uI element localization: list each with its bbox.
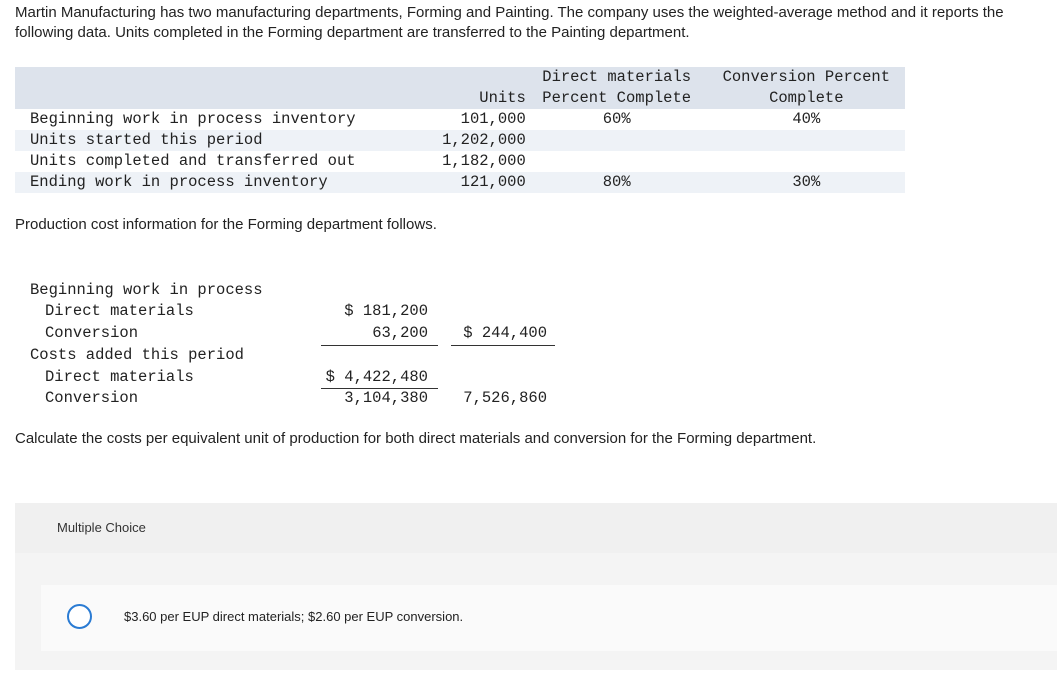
choice-option[interactable] [41, 585, 1057, 651]
header-dm-line2: Percent Complete [526, 88, 708, 109]
beginning-total: $ 244,400 [463, 324, 547, 342]
units-table-header-row-2 [15, 88, 905, 109]
units-table-header-row-1 [15, 67, 905, 88]
beginning-subtotal-underline [321, 345, 438, 346]
row-label: Units completed and transferred out [30, 152, 356, 170]
radio-button-icon[interactable] [67, 604, 92, 629]
table-row [15, 172, 905, 193]
costs-added-label: Costs added this period [30, 346, 244, 364]
question-prompt: Martin Manufacturing has two manufacturing departments, Forming and Painting. The company uses the weighted-average method and it reports the following data. Units completed in the Forming department are transferred to the Painting department. [15, 4, 1004, 41]
header-cv-line2: Complete [708, 88, 905, 109]
question-text: Calculate the costs per equivalent unit of production for both direct materials and conversion for the Forming department. [15, 430, 817, 447]
row-dm-percent [526, 130, 708, 151]
header-cv-line1: Conversion Percent [708, 67, 905, 88]
cost-intro-text: Production cost information for the Forming department follows. [15, 216, 437, 233]
added-subtotal-overline [321, 388, 438, 389]
units-table [15, 67, 905, 193]
row-units: 121,000 [418, 172, 526, 193]
row-dm-percent: 60% [602, 110, 631, 128]
added-total: 7,526,860 [463, 389, 547, 407]
row-dm-percent [526, 151, 708, 172]
header-units: Units [418, 88, 526, 109]
row-units: 101,000 [460, 110, 526, 128]
multiple-choice-options [15, 553, 1057, 670]
choice-option-text: $3.60 per EUP direct materials; $2.60 per EUP conversion. [124, 609, 464, 624]
beginning-dm-label: Direct materials [45, 302, 194, 320]
table-row [15, 130, 905, 151]
beginning-dm-value: $ 181,200 [344, 302, 428, 320]
table-row [15, 109, 905, 130]
beginning-wip-label: Beginning work in process [30, 281, 263, 299]
beginning-total-underline [451, 345, 555, 346]
row-dm-percent: 80% [526, 172, 708, 193]
added-dm-value: $ 4,422,480 [325, 368, 428, 386]
row-units: 1,202,000 [418, 130, 526, 151]
beginning-cv-value: 63,200 [372, 324, 428, 342]
added-cv-label: Conversion [45, 389, 139, 407]
multiple-choice-header [15, 503, 1057, 553]
table-row [15, 151, 905, 172]
row-cv-percent: 40% [792, 110, 821, 128]
added-cv-value: 3,104,380 [344, 389, 428, 407]
row-cv-percent [708, 151, 905, 172]
multiple-choice-label: Multiple Choice [57, 520, 146, 535]
row-units: 1,182,000 [442, 152, 526, 170]
row-label: Ending work in process inventory [15, 172, 418, 193]
row-cv-percent: 30% [708, 172, 905, 193]
added-dm-label: Direct materials [45, 368, 194, 386]
header-dm-line1: Direct materials [526, 67, 708, 88]
beginning-cv-label: Conversion [45, 324, 139, 342]
row-label: Beginning work in process inventory [30, 110, 356, 128]
row-cv-percent [708, 130, 905, 151]
row-label: Units started this period [15, 130, 418, 151]
